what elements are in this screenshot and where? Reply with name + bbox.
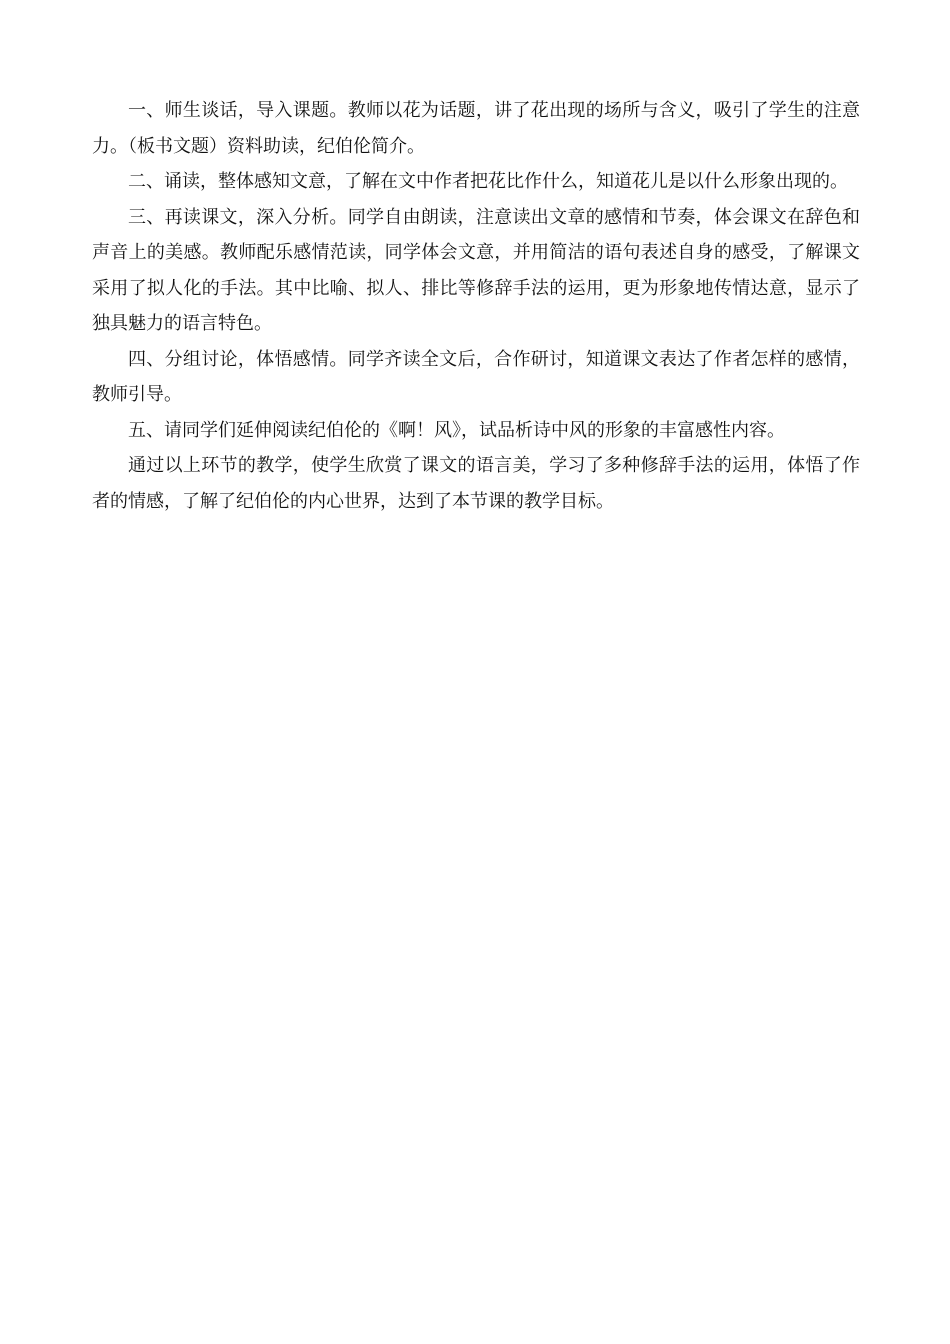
paragraph-step-5: 五、请同学们延伸阅读纪伯伦的《啊！风》，试品析诗中风的形象的丰富感性内容。 xyxy=(128,419,785,441)
document-body xyxy=(92,93,860,519)
paragraph-step-2: 二、诵读，整体感知文意，了解在文中作者把花比作什么，知道花儿是以什么形象出现的。 xyxy=(128,171,848,192)
paragraph-summary: 通过以上环节的教学，使学生欣赏了课文的语言美，学习了多种修辞手法的运用，体悟了作者的情感，了解了纪伯伦的内心世界，达到了本节课的教学目标。 xyxy=(92,455,860,512)
paragraph-step-3: 三、再读课文，深入分析。同学自由朗读，注意读出文章的感情和节奏，体会课文在辞色和声音上的美感。教师配乐感情范读，同学体会文意，并用简洁的语句表述自身的感受，了解课文采用了拟人化的手法。其中比喻、拟人、排比等修辞手法的运用，更为形象地传情达意，显示了独具魅力的语言特色。 xyxy=(92,206,860,334)
paragraph-step-4: 四、分组讨论，体悟感情。同学齐读全文后，合作研讨，知道课文表达了作者怎样的感情，教师引导。 xyxy=(92,348,860,405)
paragraph-step-1: 一、师生谈话，导入课题。教师以花为话题，讲了花出现的场所与含义，吸引了学生的注意力。（板书文题）资料助读，纪伯伦简介。 xyxy=(92,100,860,157)
